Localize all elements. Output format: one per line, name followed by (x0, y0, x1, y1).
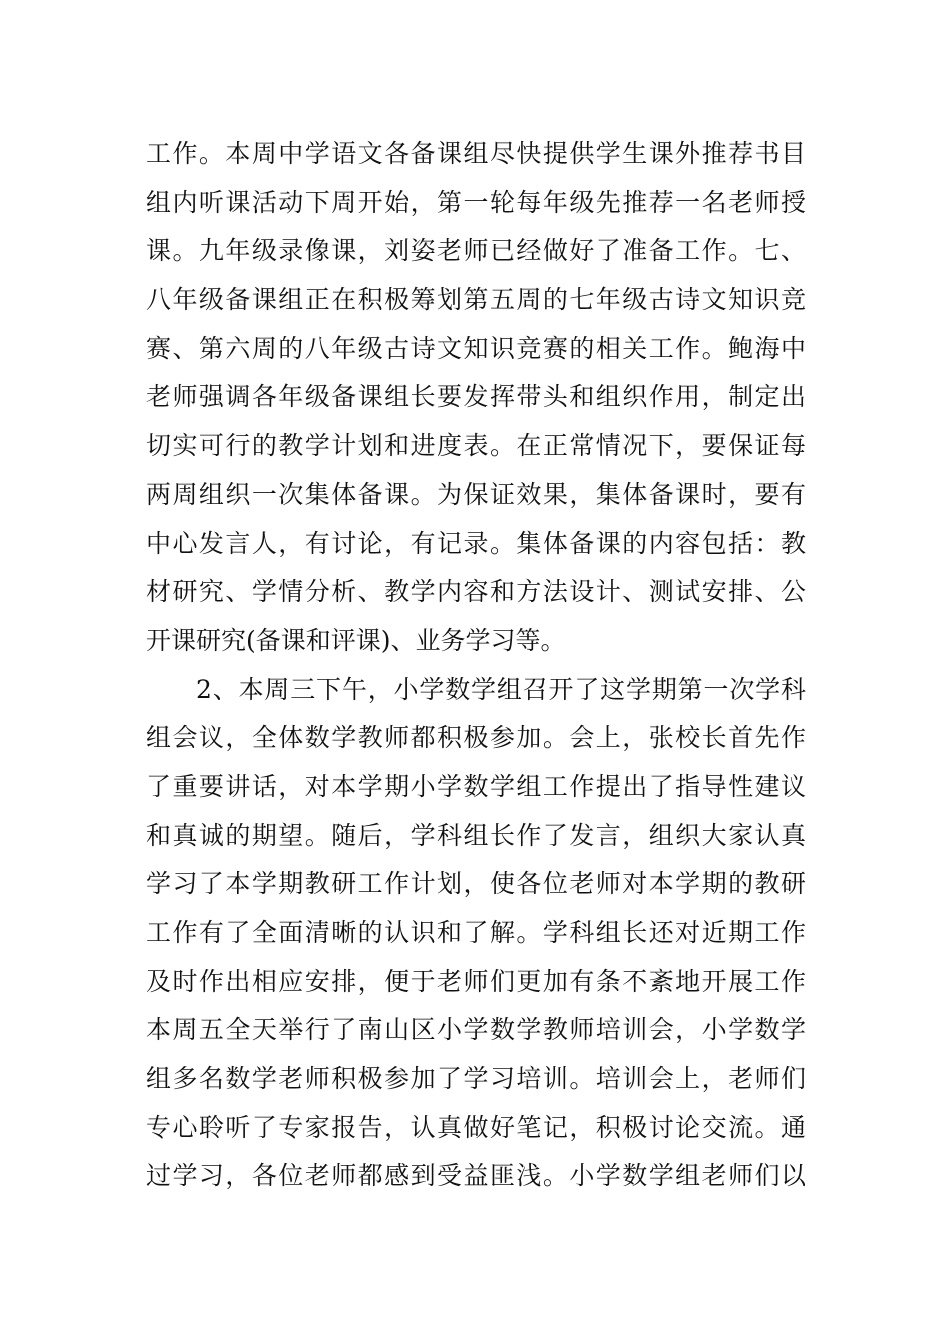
text-line: 专心聆听了专家报告，认真做好笔记，积极讨论交流。通 (146, 1112, 806, 1142)
text-line: 开课研究(备课和评课)、业务学习等。 (146, 625, 566, 655)
text-line: 和真诚的期望。随后，学科组长作了发言，组织大家认真 (146, 820, 806, 850)
text-line: 老师强调各年级备课组长要发挥带头和组织作用，制定出 (146, 382, 806, 412)
text-line: 课。九年级录像课，刘姿老师已经做好了准备工作。七、 (146, 236, 806, 266)
text-line: 两周组织一次集体备课。为保证效果，集体备课时，要有 (146, 479, 806, 509)
text-line: 八年级备课组正在积极筹划第五周的七年级古诗文知识竞 (146, 285, 806, 315)
text-line: 材研究、学情分析、教学内容和方法设计、测试安排、公 (146, 577, 806, 607)
text-line: 工作。本周中学语文各备课组尽快提供学生课外推荐书目 (146, 139, 806, 168)
text-line: 工作有了全面清晰的认识和了解。学科组长还对近期工作 (146, 918, 806, 947)
text-line: 及时作出相应安排，便于老师们更加有条不紊地开展工作 (146, 966, 806, 996)
document-body (146, 130, 806, 1201)
text-line: 组内听课活动下周开始，第一轮每年级先推荐一名老师授 (146, 187, 806, 217)
text-line: 了重要讲话，对本学期小学数学组工作提出了指导性建议 (146, 771, 806, 801)
text-line: 组会议，全体数学教师都积极参加。会上，张校长首先作 (146, 723, 806, 753)
text-line: 赛、第六周的八年级古诗文知识竞赛的相关工作。鲍海中 (146, 333, 806, 363)
text-line: 切实可行的教学计划和进度表。在正常情况下，要保证每 (146, 431, 806, 461)
text-line: 学习了本学期教研工作计划，使各位老师对本学期的教研 (146, 869, 806, 899)
text-line: 中心发言人，有讨论，有记录。集体备课的内容包括：教 (146, 528, 806, 558)
text-line: 本周五全天举行了南山区小学数学教师培训会，小学数学 (146, 1015, 806, 1045)
text-line: 过学习，各位老师都感到受益匪浅。小学数学组老师们以 (146, 1161, 806, 1191)
text-line: 组多名数学老师积极参加了学习培训。培训会上，老师们 (146, 1064, 806, 1094)
paragraph-start-line: 2、本周三下午，小学数学组召开了这学期第一次学科 (196, 674, 806, 704)
